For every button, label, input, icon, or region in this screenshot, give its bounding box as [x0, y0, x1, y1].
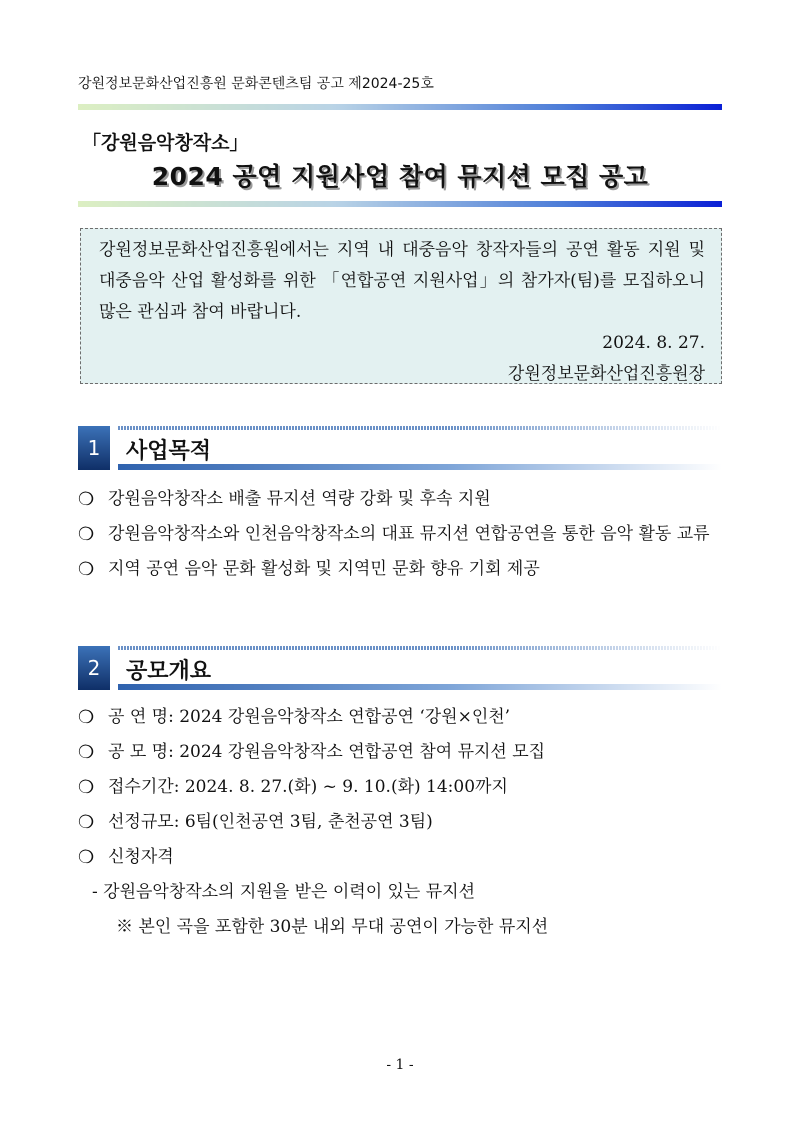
list-item [78, 807, 728, 838]
document-number: 강원정보문화산업진흥원 문화콘텐츠팀 공고 제2024-25호 [78, 76, 434, 92]
list-item [78, 842, 728, 873]
circle-bullet-icon: ❍ [78, 847, 95, 868]
notice-body: 강원정보문화산업진흥원에서는 지역 내 대중음악 창작자들의 공연 활동 지원 및 대중음악 산업 활성화를 위한 「연합공연 지원사업」의 참가자(팀)를 모집하오니 많은 관심과 참여 바랍니다. [99, 240, 705, 322]
list-item-text: 선정규모: 6팀(인천공연 3팀, 춘천공연 3팀) [108, 812, 433, 832]
circle-bullet-icon: ❍ [78, 812, 95, 833]
circle-bullet-icon: ❍ [78, 524, 95, 545]
notice-date: 2024. 8. 27. [602, 333, 705, 353]
list-item-text: 강원음악창작소 배출 뮤지션 역량 강화 및 후속 지원 [108, 489, 491, 509]
title-prefix: 「강원음악창작소」 [82, 132, 249, 154]
list-item [78, 772, 728, 803]
list-item [78, 554, 728, 585]
eligibility-sub-item: - 강원음악창작소의 지원을 받은 이력이 있는 뮤지션 [92, 882, 476, 902]
list-item-text: 공 연 명: 2024 강원음악창작소 연합공연 ‘강원×인천’ [108, 707, 511, 727]
list-item [78, 702, 728, 733]
overview-list [78, 702, 728, 943]
eligibility-note: ※ 본인 곡을 포함한 30분 내외 무대 공연이 가능한 뮤지션 [116, 917, 549, 937]
list-item-text: 신청자격 [108, 847, 174, 867]
title-divider [78, 201, 722, 207]
circle-bullet-icon: ❍ [78, 559, 95, 580]
section-rule-bottom [118, 464, 722, 470]
circle-bullet-icon: ❍ [78, 489, 95, 510]
list-item [78, 737, 728, 768]
section-number: 2 [78, 646, 110, 690]
page-number: - 1 - [386, 1057, 414, 1073]
list-item-text: 강원음악창작소와 인천음악창작소의 대표 뮤지션 연합공연을 통한 음악 활동 교류 [108, 524, 710, 544]
page-title: 2024 공연 지원사업 참여 뮤지션 모집 공고 [151, 162, 649, 191]
notice-box [80, 228, 722, 384]
list-item-text: 지역 공연 음악 문화 활성화 및 지역민 문화 향유 기회 제공 [108, 559, 540, 579]
purpose-list [78, 484, 728, 589]
header-divider [78, 104, 722, 110]
section-rule-bottom [118, 684, 722, 690]
section-header-overview [78, 646, 722, 690]
section-title: 사업목적 [126, 439, 212, 464]
section-header-purpose [78, 426, 722, 470]
circle-bullet-icon: ❍ [78, 707, 95, 728]
circle-bullet-icon: ❍ [78, 742, 95, 763]
notice-issuer: 강원정보문화산업진흥원장 [507, 364, 705, 384]
list-item [78, 484, 728, 515]
list-item-text: 공 모 명: 2024 강원음악창작소 연합공연 참여 뮤지션 모집 [108, 742, 546, 762]
list-item [78, 519, 728, 550]
circle-bullet-icon: ❍ [78, 777, 95, 798]
section-rule-top [118, 646, 722, 650]
list-item-text: 접수기간: 2024. 8. 27.(화) ~ 9. 10.(화) 14:00까지 [108, 777, 508, 797]
section-number: 1 [78, 426, 110, 470]
section-title: 공모개요 [126, 659, 212, 684]
section-rule-top [118, 426, 722, 430]
